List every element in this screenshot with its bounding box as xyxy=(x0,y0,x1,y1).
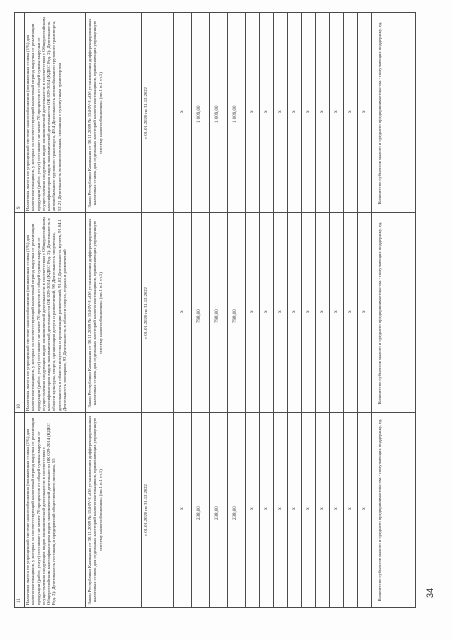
column-divider xyxy=(287,213,288,412)
column-divider xyxy=(343,13,344,212)
column-divider xyxy=(191,213,192,412)
x-mark: x xyxy=(291,110,297,113)
x-mark: x xyxy=(319,310,325,313)
page-number: 34 xyxy=(425,587,435,598)
benefits-table xyxy=(14,12,416,608)
benefit-value: 238,00 xyxy=(233,506,238,520)
x-mark: x xyxy=(277,507,283,510)
column-divider xyxy=(287,413,288,607)
target-indicator: Количество субъектов малого и среднего предпринимательства - получающих поддержку, ед. xyxy=(377,221,382,405)
column-divider xyxy=(227,413,228,607)
column-divider xyxy=(287,13,288,212)
x-mark: x xyxy=(179,110,185,113)
law-reference: Закон Республики Калмыкия от 30.11.2009 № 154-IV-З «Об установлении дифференцированных налоговых ставок для отдельных категорий налогоплательщиков, применяющих упрощенную систему налогообложения» (пп.1 п.1 ст.1) xyxy=(87,18,103,208)
column-divider xyxy=(315,13,316,212)
column-divider xyxy=(343,413,344,607)
x-mark: x xyxy=(305,310,311,313)
column-divider xyxy=(343,213,344,412)
x-mark: x xyxy=(179,310,185,313)
table-row xyxy=(15,13,415,213)
column-divider xyxy=(191,13,192,212)
column-divider xyxy=(85,13,86,212)
x-mark: x xyxy=(291,507,297,510)
column-divider xyxy=(85,213,86,412)
column-divider xyxy=(357,13,358,212)
column-divider xyxy=(301,213,302,412)
benefit-value: 1 009,00 xyxy=(233,105,238,123)
column-divider xyxy=(245,13,246,212)
x-mark: x xyxy=(249,110,255,113)
law-reference: Закон Республики Калмыкия от 30.11.2009 № 154-IV-З «Об установлении дифференцированных налоговых ставок для отдельных категорий налогоплательщиков, применяющих упрощенную систему налогообложения» (пп.1 п.1 ст.1) xyxy=(87,415,103,605)
x-mark: x xyxy=(361,310,367,313)
x-mark: x xyxy=(333,507,339,510)
column-divider xyxy=(259,413,260,607)
x-mark: x xyxy=(305,507,311,510)
table-row xyxy=(15,213,415,413)
x-mark: x xyxy=(361,110,367,113)
benefit-value: 1 009,00 xyxy=(197,105,202,123)
column-divider xyxy=(301,13,302,212)
column-divider xyxy=(191,413,192,607)
activity-description: Налоговая льгота по упрощенной системе налогообложения (пониженная ставка (1%) для налогоплательщиков, у которых за соответствующий налоговый период выручка от реализации продукции (работ, услуг) составляет не менее 70 процентов от общей суммы выручки от осуществления следующих видов экономической деятельности в соответствии с Общероссийским классификатором видов экономической деятельности ОК 029-2014 (КДЕС Ред. 2): Деятельность в области культуры, спорта, организации досуга и развлечений, 90 Деятельность творческая, деятельность в области искусства и организации развлечений, 91.02 Деятельность музеев, 91.04.1 Деятельность зоопарков, 93 Деятельность в области спорта, отдыха и развлечений xyxy=(25,217,68,411)
row-index: 11 xyxy=(17,598,22,603)
column-divider xyxy=(85,413,86,607)
x-mark: x xyxy=(249,507,255,510)
x-mark: x xyxy=(179,507,185,510)
column-divider xyxy=(227,213,228,412)
column-divider xyxy=(259,13,260,212)
benefit-value: 798,00 xyxy=(197,309,202,323)
column-divider xyxy=(315,213,316,412)
x-mark: x xyxy=(361,507,367,510)
x-mark: x xyxy=(263,310,269,313)
x-mark: x xyxy=(249,310,255,313)
activity-description: Налоговая льгота по упрощенной системе налогообложения (пониженная ставка (1%) для налогоплательщиков, у которых за соответствующий налоговый период выручка от реализации продукции (работ, услуг) составляет не менее 70 процентов от общей суммы выручки от осуществления следующих видов экономической деятельности в соответствии с Общероссийским классификатором видов экономической деятельности ОК 029-2014 (КДЕС Ред. 2): Деятельность гостиниц и предприятий общественного питания, 55 xyxy=(25,417,57,605)
column-divider xyxy=(141,413,142,607)
validity-period: с 01.01.2020 по 31.12.2022 xyxy=(143,287,148,339)
column-divider xyxy=(141,213,142,412)
column-divider xyxy=(329,213,330,412)
target-indicator: Количество субъектов малого и среднего предпринимательства - получающих поддержку, ед. xyxy=(377,21,382,205)
x-mark: x xyxy=(347,310,353,313)
column-divider xyxy=(273,413,274,607)
x-mark: x xyxy=(291,310,297,313)
x-mark: x xyxy=(347,110,353,113)
column-divider xyxy=(273,213,274,412)
column-divider xyxy=(357,413,358,607)
x-mark: x xyxy=(277,310,283,313)
x-mark: x xyxy=(319,110,325,113)
benefit-value: 238,00 xyxy=(197,506,202,520)
x-mark: x xyxy=(305,110,311,113)
column-divider xyxy=(209,213,210,412)
law-reference: Закон Республики Калмыкия от 30.11.2009 № 154-IV-З «Об установлении дифференцированных налоговых ставок для отдельных категорий налогоплательщиков, применяющих упрощенную систему налогообложения» (пп.1 п.1 ст.1) xyxy=(87,218,103,408)
column-divider xyxy=(227,13,228,212)
column-divider xyxy=(329,413,330,607)
column-divider xyxy=(357,213,358,412)
x-mark: x xyxy=(333,310,339,313)
x-mark: x xyxy=(333,110,339,113)
column-divider xyxy=(173,13,174,212)
target-indicator: Количество субъектов малого и среднего предпринимательства - получающих поддержку, ед. xyxy=(377,418,382,602)
x-mark: x xyxy=(263,110,269,113)
benefit-value: 1 009,00 xyxy=(215,105,220,123)
column-divider xyxy=(329,13,330,212)
benefit-value: 798,00 xyxy=(233,309,238,323)
column-divider xyxy=(259,213,260,412)
column-divider xyxy=(173,413,174,607)
row-index: 10 xyxy=(17,404,22,409)
column-divider xyxy=(371,213,372,412)
validity-period: с 01.01.2020 по 31.12.2022 xyxy=(143,484,148,536)
column-divider xyxy=(371,413,372,607)
x-mark: x xyxy=(319,507,325,510)
validity-period: с 01.01.2020 по 31.12.2022 xyxy=(143,87,148,139)
column-divider xyxy=(245,413,246,607)
table-row xyxy=(15,413,415,607)
column-divider xyxy=(245,213,246,412)
column-divider xyxy=(173,213,174,412)
column-divider xyxy=(371,13,372,212)
column-divider xyxy=(315,413,316,607)
x-mark: x xyxy=(347,507,353,510)
column-divider xyxy=(273,13,274,212)
column-divider xyxy=(209,13,210,212)
x-mark: x xyxy=(263,507,269,510)
row-index: 9 xyxy=(17,206,22,209)
activity-description: Налоговая льгота по упрощенной системе налогообложения (пониженная ставка (1%) для налогоплательщиков, у которых за соответствующий налоговый период выручка от реализации продукции (работ, услуг) составляет не менее 70 процентов от общей суммы выручки от осуществления следующих видов экономической деятельности в соответствии с Общероссийским классификатором видов экономической деятельности ОК 029-2014 (КДЕС Ред. 2): Деятельность автомобильного грузового транспорта, 49.4 Деятельность автомобильного грузового транспорта, 52.21 Деятельность вспомогательная, связанная с сухопутным транспортом xyxy=(25,17,62,211)
benefit-value: 238,00 xyxy=(215,506,220,520)
column-divider xyxy=(141,13,142,212)
column-divider xyxy=(301,413,302,607)
benefit-value: 798,00 xyxy=(215,309,220,323)
x-mark: x xyxy=(277,110,283,113)
column-divider xyxy=(209,413,210,607)
